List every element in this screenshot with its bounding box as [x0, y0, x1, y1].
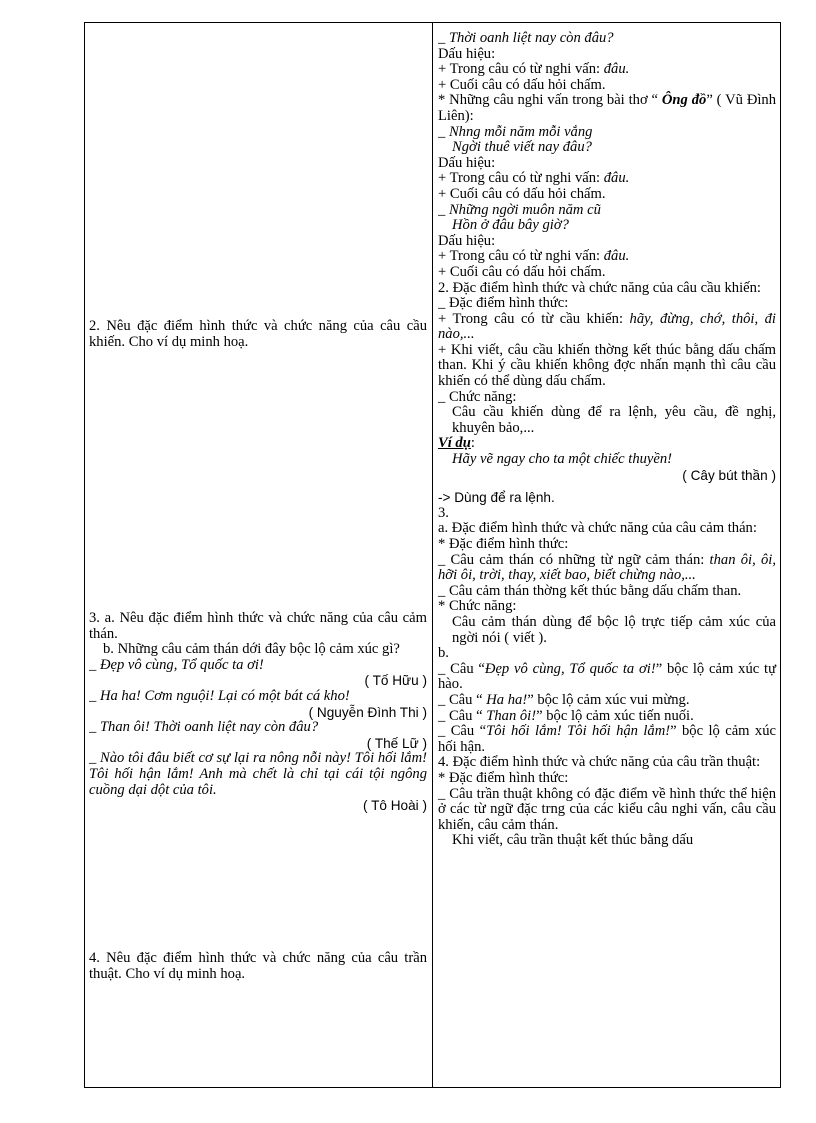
question-3a-text: 3. a. Nêu đặc điểm hình thức và chức năng của câu cảm thán.	[89, 610, 427, 642]
answer-line: Câu cảm thán dùng để bộc lộ trực tiếp cảm xúc của ngời nói ( viết ).	[452, 613, 776, 646]
example-1: _ Đẹp vô cùng, Tổ quốc ta ơi!	[89, 657, 264, 673]
example-4-source: ( Tô Hoài )	[363, 798, 427, 814]
answer-line: + Cuối câu có dấu hỏi chấm.	[438, 264, 606, 280]
answer-line: Dấu hiệu:	[438, 233, 496, 249]
example-4: _ Nào tôi đâu biết cơ sự lại ra nông nỗi này! Tôi hối lắm! Tôi hối hận lắm! Anh mà chết là chỉ tại cái tội ngông cuồng dại dột của tôi.	[89, 750, 427, 798]
answer-line: * Chức năng:	[438, 599, 517, 615]
answer-line: _ Thời oanh liệt nay còn đâu?	[438, 31, 614, 46]
example-3: _ Than ôi! Thời oanh liệt nay còn đâu?	[89, 720, 319, 736]
answer-column	[438, 31, 776, 849]
answer-line: Ngời thuê viết nay đâu?	[452, 140, 592, 156]
answer-line: 3.	[438, 505, 449, 521]
question-2	[89, 319, 427, 350]
answer-line: + Trong câu có từ nghi vấn: đâu.	[438, 171, 630, 187]
column-divider	[432, 23, 433, 1087]
answer-line: _ Đặc điểm hình thức:	[438, 296, 569, 312]
question-3b-text: b. Những câu cảm thán dới đây bộc lộ cảm xúc gì?	[103, 641, 400, 658]
answer-line: _ Câu cảm thán có những từ ngữ cảm thán: than ôi, ôi, hỡi ôi, trời, thay, xiết bao, biết chừng nào,...	[438, 551, 776, 584]
answer-line: Khi viết, câu trần thuật kết thúc bằng dấu	[452, 833, 694, 849]
answer-line: * Đặc điểm hình thức:	[438, 537, 569, 552]
answer-line: _ Câu “ Than ôi!” bộc lộ cảm xúc tiến nuối.	[438, 708, 694, 724]
answer-line: Hãy vẽ ngay cho ta một chiếc thuyền!	[452, 452, 673, 468]
answer-line: * Những câu nghi vấn trong bài thơ “ Ông đồ” ( Vũ Đình Liên):	[438, 92, 777, 124]
example-2-source: ( Nguyễn Đình Thi )	[308, 704, 427, 720]
answer-line: + Cuối câu có dấu hỏi chấm.	[438, 77, 606, 93]
answer-line: + Trong câu có từ nghi vấn: đâu.	[438, 249, 630, 265]
answer-line: a. Đặc điểm hình thức và chức năng của câu cảm thán:	[438, 520, 757, 537]
answer-line: b.	[438, 646, 449, 662]
example-label: Ví dụ	[438, 436, 471, 452]
answer-line: _ Câu “Đẹp vô cùng, Tổ quốc ta ơi!” bộc lộ cảm xúc tự hào.	[438, 660, 776, 693]
answer-line: 2. Đặc điểm hình thức và chức năng của câu cầu khiến:	[438, 279, 761, 296]
answer-line: _ Câu cảm thán thờng kết thúc bằng dấu chấm than.	[438, 582, 742, 599]
answer-line: _ Câu “Tôi hối lắm! Tôi hối hận lắm!” bộc lộ cảm xúc hối hận.	[438, 723, 777, 755]
answer-line: * Đặc điểm hình thức:	[438, 770, 569, 786]
answer-line: _ Chức năng:	[438, 389, 517, 405]
answer-line: + Cuối câu có dấu hỏi chấm.	[438, 186, 606, 202]
answer-line: _ Nhng mỗi năm mỗi vắng	[438, 124, 593, 140]
answer-line: + Khi viết, câu cầu khiến thờng kết thúc bằng dấu chấm than. Khi ý cầu khiến không đợc nhấn mạnh thì câu cầu khiến có thể dùng dấu chấm.	[438, 341, 776, 390]
answer-line: Ví dụ:	[438, 436, 475, 452]
answer-line: _ Những ngời muôn năm cũ	[438, 202, 601, 218]
question-2-text: 2. Nêu đặc điểm hình thức và chức năng của câu cầu khiến. Cho ví dụ minh hoạ.	[89, 318, 427, 350]
answer-line: _ Câu trần thuật không có đặc điểm về hình thức thể hiện ở các từ ngữ đặc trng của các kiểu câu nghi vấn, câu cầu khiến, câu cảm thán.	[438, 785, 776, 833]
answer-line: -> Dùng để ra lệnh.	[438, 490, 555, 506]
question-3	[89, 611, 427, 814]
answer-line: Hồn ở đâu bây giờ?	[452, 218, 569, 234]
question-answer-table	[84, 22, 781, 1088]
example-1-source: ( Tố Hữu )	[364, 673, 427, 689]
answer-line: + Trong câu có từ nghi vấn: đâu.	[438, 62, 630, 78]
answer-line: Dấu hiệu:	[438, 46, 496, 62]
answer-line: + Trong câu có từ cầu khiến: hãy, đừng, chớ, thôi, đi nào,...	[438, 310, 776, 343]
answer-line: _ Câu “ Ha ha!” bộc lộ cảm xúc vui mừng.	[438, 692, 690, 708]
question-4-text: 4. Nêu đặc điểm hình thức và chức năng của câu trần thuật. Cho ví dụ minh hoạ.	[89, 950, 427, 982]
example-3-source: ( Thế Lữ )	[366, 735, 427, 751]
answer-line: 4. Đặc điểm hình thức và chức năng của câu trần thuật:	[438, 754, 761, 771]
question-4	[89, 951, 427, 982]
answer-line: Câu cầu khiến dùng để ra lệnh, yêu cầu, đề nghị, khuyên bảo,...	[452, 404, 776, 436]
answer-line: ( Cây bút thần )	[682, 467, 776, 483]
example-2: _ Ha ha! Cơm nguội! Lại có một bát cá kho!	[89, 688, 350, 704]
answer-line: Dấu hiệu:	[438, 155, 496, 171]
